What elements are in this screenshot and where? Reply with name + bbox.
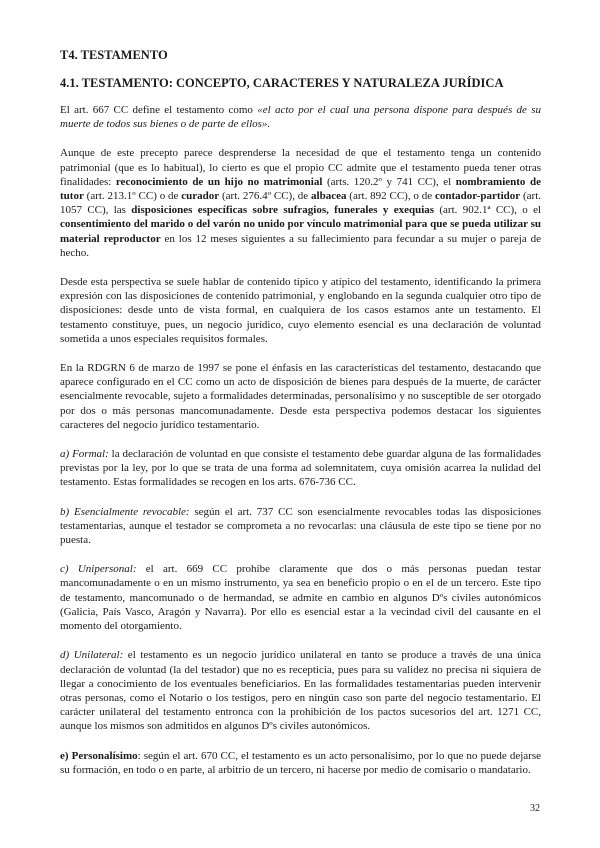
bold-term: nombramiento de tutor: [60, 175, 541, 203]
chapter-title: T4. TESTAMENTO: [60, 48, 168, 62]
bold-term: consentimiento del marido o del varón no unido por vínculo matrimonial para que se pueda utilizar su material reproductor: [60, 218, 541, 245]
bold-term: contador-partidor: [435, 190, 521, 203]
item-label: b) Esencialmente revocable:: [60, 505, 190, 518]
section-title: 4.1. TESTAMENTO: CONCEPTO, CARACTERES Y NATURALEZA JURÍDICA: [60, 76, 504, 90]
paragraph-rdgrn: En la RDGRN 6 de marzo de 1997 se pone el énfasis en las características del testamento, destacando que aparece configurado en el CC como un acto de disposición de bienes para después de la muerte, de carácter esencialmente revocable, sujeto a formalidades determinadas, personalísimo y no susceptible de ser otorgado por dos o más personas mancomunadamente. Desde esta perspectiva podemos destacar los siguientes caracteres del negocio jurídico testamentario.: [60, 362, 541, 431]
paragraph-revocable: [60, 505, 541, 548]
definition-lead: El art. 667 CC define el testamento como: [60, 104, 258, 116]
bold-term: curador: [181, 190, 220, 203]
bold-term: disposiciones específicas sobre sufragios, funerales y exequias: [131, 204, 435, 217]
definition-quote: «el acto por el cual una persona dispone para después de su muerte de todos sus bienes o de parte de ellos».: [60, 104, 541, 131]
item-label: c) Unipersonal:: [60, 563, 137, 576]
paragraph-formal: [60, 447, 541, 490]
text-run: Aunque de este precepto parece desprenderse la necesidad de que el testamento tenga un contenido patrimonial (que es lo habitual), lo cierto es que el propio CC admite que el testamento pueda tener otras finalidades:: [60, 147, 541, 188]
text-run: (art. 892 CC), o de: [346, 190, 435, 203]
text-run: (arts. 120.2º y 741 CC), el: [322, 175, 456, 188]
item-text: el testamento es un negocio jurídico unilateral en tanto se produce a través de una única declaración de voluntad (la del testador) que no es recepticia, pues para su validez no precisa ni siquiera de llegar a conocimiento de los eventuales beneficiarios. En las formalidades testamentarias pueden intervenir otras personas, como el Notario o los testigos, pero en ningún caso son parte del negocio testamentario. El carácter unilateral del testamento entronca con la prohibición de los pactos sucesorios del art. 1271 CC, aunque los mismos son admitidos en algunos Dºs civiles autonómicos.: [60, 649, 541, 733]
bold-term: reconocimiento de un hijo no matrimonial: [115, 175, 323, 188]
item-text: la declaración de voluntad en que consiste el testamento debe guardar alguna de las formalidades previstas por la ley, por lo que se trata de una forma ad solemnitatem, cuya omisión acarrea la nulidad del testamento. Estas formalidades se recogen en los arts. 676-736 CC.: [60, 448, 542, 489]
item-text: el art. 669 CC prohíbe claramente que dos o más personas puedan testar mancomunadamente o en un mismo instrumento, ya sea en beneficio propio o en el de un tercero. Este tipo de testamento, mancomunado o de hermandad, se admite en cambio en algunos Dºs civiles autonómicos (Galicia, País Vasco, Aragón y Navarra). Por ello es esencial estar a la vecindad civil del causante en el momento del otorgamiento.: [60, 563, 541, 633]
paragraph-unilateral: [60, 648, 541, 733]
text-run: (art. 902.1ª CC), o el: [434, 204, 542, 217]
item-text: : según el art. 670 CC, el testamento es un acto personalísimo, por lo que no puede dejarse su formación, en todo o en parte, al arbitrio de un tercero, ni hacerse por medio de comisario o mandatario.: [60, 749, 541, 776]
paragraph-personalisimo: [60, 749, 541, 777]
text-run: (art. 276.4º CC), de: [219, 190, 312, 203]
document-page: [60, 48, 541, 792]
paragraph-perspective: Desde esta perspectiva se suele hablar de contenido típico y atípico del testamento, identificando la primera expresión con las disposiciones de contenido patrimonial, y englobando en la segunda cualquier otro tipo de disposiciones: desde unto de vista formal, en cualquiera de los casos estamos ante un testamento. El testamento constituye, pues, un negocio jurídico, cuyo elemento esencial es una declaración de voluntad sometida a unos especiales requisitos formales.: [60, 276, 541, 345]
text-run: en los 12 meses siguientes a su fallecimiento para fecundar a su mujer o pareja de hecho.: [60, 232, 542, 259]
item-label: e) Personalísimo: [60, 749, 138, 762]
paragraph-content: [60, 146, 541, 260]
text-run: (art. 1057 CC), las: [60, 190, 541, 217]
page-number: 32: [530, 803, 540, 814]
item-text: según el art. 737 CC son esencialmente revocables todas las disposiciones testamentarias, aunque el testador se comprometa a no revocarlas: una cláusula de este tipo se tiene por no puesta.: [60, 505, 541, 547]
paragraph-unipersonal: [60, 562, 541, 633]
bold-term: albacea: [311, 190, 347, 203]
item-label: a) Formal:: [60, 448, 109, 461]
paragraph-definition: [60, 103, 541, 131]
item-label: d) Unilateral:: [60, 649, 124, 662]
text-run: (art. 213.1º CC) o de: [83, 190, 182, 203]
